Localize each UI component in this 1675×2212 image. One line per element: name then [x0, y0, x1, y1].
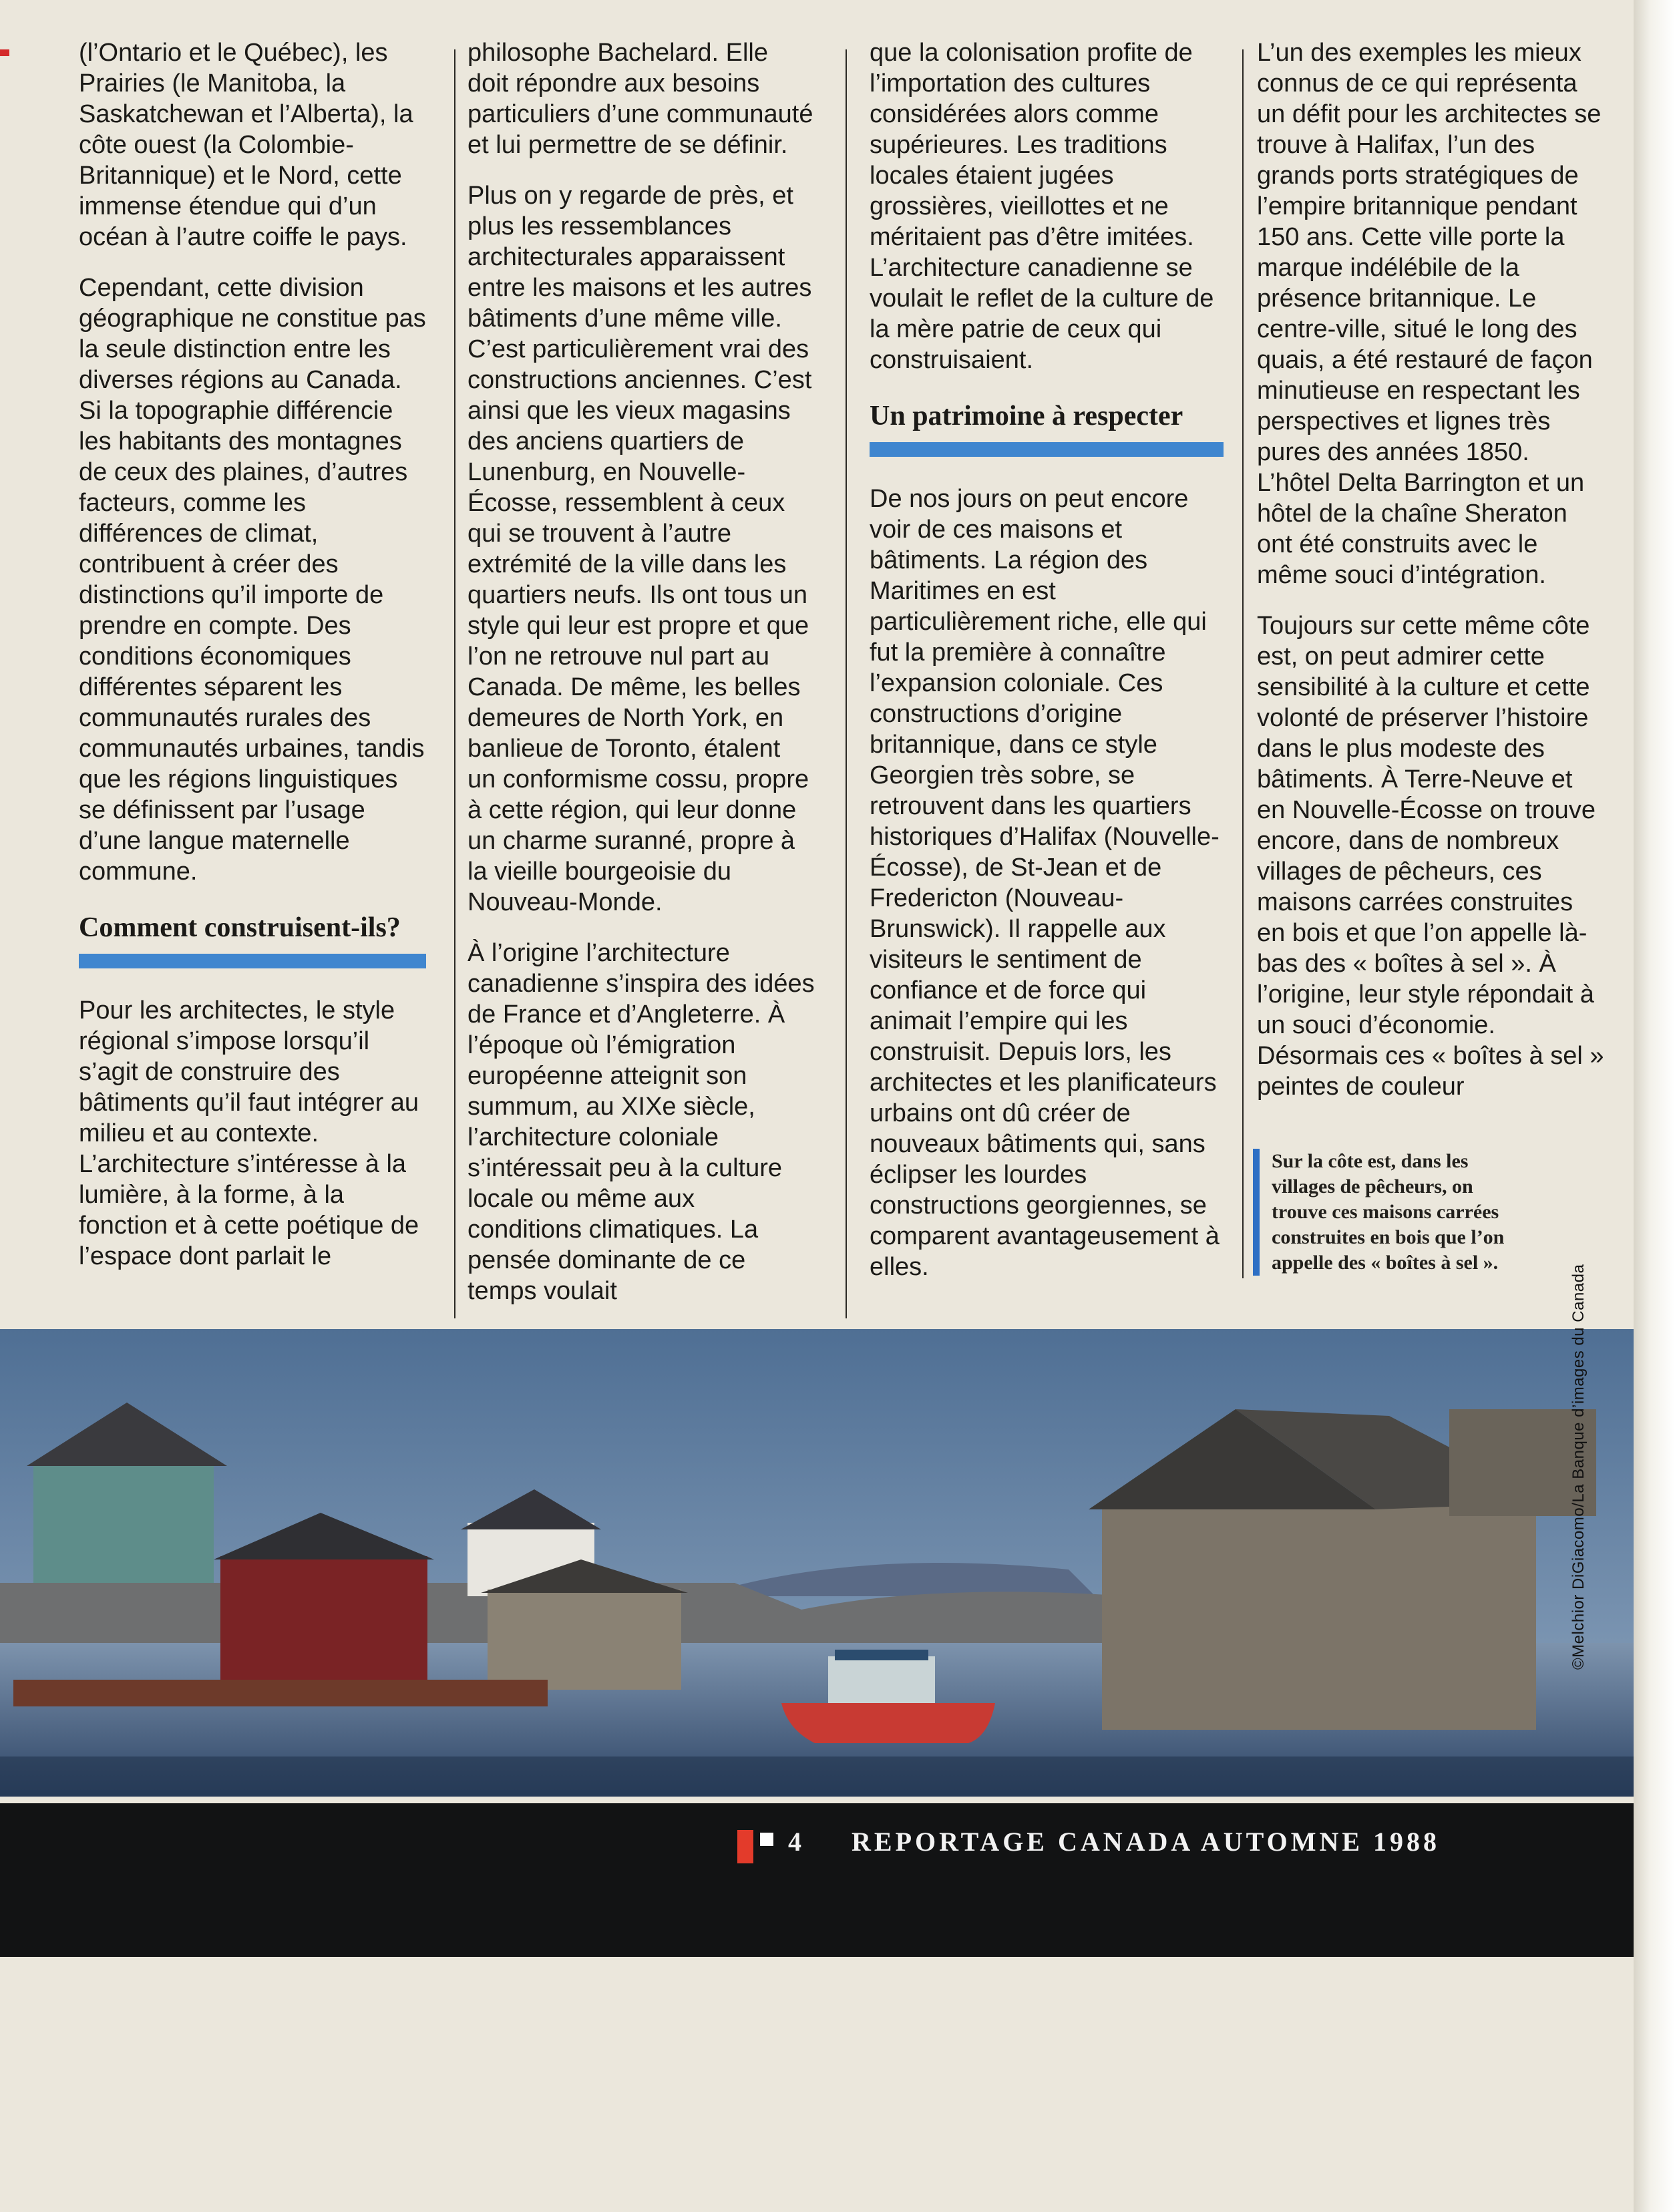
paragraph: De nos jours on peut encore voir de ces maisons et bâtiments. La région des Maritimes en est particulièrement riche, elle qui fut la première à connaître l’expansion coloniale. Ces constructions d’origine britannique, dans ce style Georgien très sobre, se retrouvent dans les quartiers historiques d’Halifax (Nouvelle-Écosse), de St-Jean et de Fredericton (Nouveau-Brunswick). Il rappelle aux visiteurs le sentiment de confiance et de force qui animait l’empire qui les construisit. Depuis lors, les architectes et les planificateurs urbains ont dû créer de nouveaux bâtiments qui, sans éclipser les lourdes constructions georgiennes, se comparent avantageusement à elles. [870, 485, 1220, 1281]
publication-line: REPORTAGE CANADA AUTOMNE 1988 [852, 1827, 1441, 1857]
article-column-2 [468, 37, 815, 1326]
running-footer [788, 1826, 1440, 1857]
article-column-3 [870, 37, 1224, 1302]
paragraph: Toujours sur cette même côte est, on peut admirer cette sensibilité à la culture et cette volonté de préserver l’histoire dans le plus modeste des bâtiments. À Terre-Neuve et en Nouvelle-Écosse on trouve encore, dans de nombreux villages de pêcheurs, ces maisons carrées construites en bois et que l’on appelle là-bas des « boîtes à sel ». À l’origine, leur style répondait à un souci d’économie. Désormais ces « boîtes à sel » peintes de couleur [1257, 612, 1604, 1101]
column-rule-3 [1242, 49, 1244, 1278]
paragraph: que la colonisation profite de l’importation des cultures considérées alors comme supérieures. Les traditions locales étaient jugées grossières, vieillottes et ne méritaient pas d’être imitées. L’architecture canadienne se voulait le reflet de la culture de la mère patrie de ceux qui construisaient. [870, 39, 1214, 374]
photo-caption: Sur la côte est, dans les villages de pêcheurs, on trouve ces maisons carrées construites en bois que l’on appelle des « boîtes à sel ». [1253, 1149, 1525, 1276]
paragraph: (l’Ontario et le Québec), les Prairies (le Manitoba, la Saskatchewan et l’Alberta), la côte ouest (la Colombie-Britannique) et le Nord, cette immense étendue qui d’un océan à l’autre coiffe le pays. [79, 39, 413, 251]
fishing-village-illustration [0, 1329, 1634, 1797]
heading-accent-bar [79, 954, 426, 968]
paragraph: philosophe Bachelard. Elle doit répondre aux besoins particuliers d’une communauté et lui permettre de se définir. [468, 39, 813, 159]
section-heading: Comment construisent-ils? [79, 912, 401, 943]
paragraph: Cependant, cette division géographique ne constitue pas la seule distinction entre les diverses régions au Canada. Si la topographie différencie les habitants des montagnes de ceux des plaines, d’autres facteurs, comme les différences de climat, contribuent à créer des distinctions qu’il importe de prendre en compte. Des conditions économiques différentes séparent les communautés rurales des communautés urbaines, tandis que les régions linguistiques se définissent par l’usage d’une langue maternelle commune. [79, 274, 426, 886]
paragraph: L’un des exemples les mieux connus de ce qui représenta un défit pour les architectes se trouve à Halifax, l’un des grands ports stratégiques de l’empire britannique pendant 150 ans. Cette ville porte la marque indélébile de la présence britannique. Le centre-ville, situé le long des quais, a été restauré de façon minutieuse en respectant les perspectives et lignes très pures des années 1850. L’hôtel Delta Barrington et un hôtel de la chaîne Sheraton ont été construits avec le même souci d’intégration. [1257, 39, 1602, 589]
paragraph: Plus on y regarde de près, et plus les ressemblances architecturales apparaissent entre les maisons et les autres bâtiments d’une même ville. C’est particulièrement vrai des constructions anciennes. C’est ainsi que les vieux magasins des anciens quartiers de Lunenburg, en Nouvelle-Écosse, ressemblent à ceux qui se trouvent à l’autre extrémité de la ville dans les quartiers neufs. Ils ont tous un style qui leur est propre et que l’on ne retrouve nul part au Canada. De même, les belles demeures de North York, en banlieue de Toronto, étalent un conformisme cossu, propre à cette région, qui leur donne un charme suranné, propre à la vieille bourgeoisie du Nouveau-Monde. [468, 182, 812, 916]
paragraph: Pour les architectes, le style régional s’impose lorsqu’il s’agit de construire des bâtiments qu’il faut intégrer au milieu et au contexte. L’architecture s’intéresse à la lumière, à la forme, à la fonction et à cette poétique de l’espace dont parlait le [79, 996, 419, 1270]
column-rule-2 [846, 49, 847, 1318]
harbour-photo [0, 1329, 1634, 1797]
photo-credit-text: ©Melchior DiGiacomo/La Banque d’images du Canada [1569, 1264, 1588, 1670]
heading-accent-bar [870, 442, 1224, 457]
footer-red-block [737, 1830, 753, 1863]
red-margin-mark [0, 49, 9, 56]
article-column-1 [79, 37, 426, 1292]
article-column-4 [1257, 37, 1604, 1122]
page-number: 4 [788, 1827, 805, 1857]
section-heading: Un patrimoine à respecter [870, 401, 1183, 431]
page-gutter [1634, 0, 1675, 2212]
footer-white-square [760, 1833, 773, 1846]
paragraph: À l’origine l’architecture canadienne s’inspira des idées de France et d’Angleterre. À l’époque où l’émigration européenne atteignit son summum, au XIXe siècle, l’architecture coloniale s’intéressait peu à la culture locale ou même aux conditions climatiques. La pensée dominante de ce temps voulait [468, 939, 815, 1305]
column-rule-1 [454, 49, 455, 1318]
